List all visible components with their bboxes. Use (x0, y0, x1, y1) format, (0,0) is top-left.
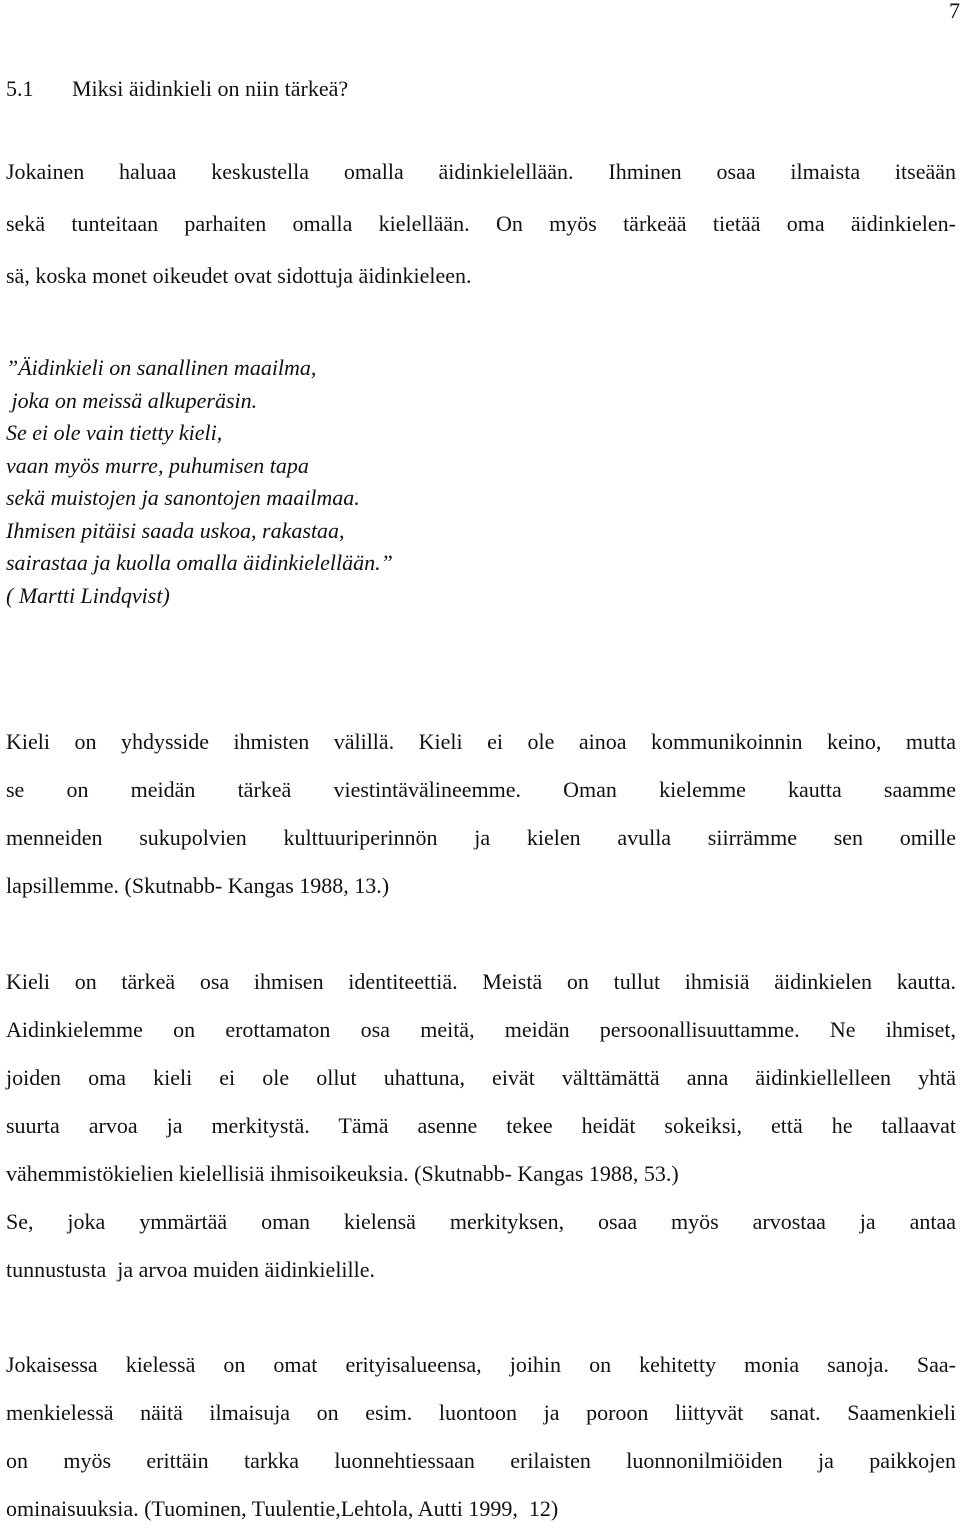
text-line: ominaisuuksia. (Tuominen, Tuulentie,Lehtola, Autti 1999, 12) (6, 1496, 559, 1521)
text-line: menneiden sukupolvien kulttuuriperinnön ja kielen avulla siirrämme sen omille (6, 825, 956, 850)
text-line: sekä tunteitaan parhaiten omalla kielellään. On myös tärkeää tietää oma äidinkielen- (6, 211, 956, 236)
text-line: on myös erittäin tarkka luonnehtiessaan erilaisten luonnonilmiöiden ja paikkojen (6, 1448, 956, 1473)
paragraph-identity (6, 958, 956, 1294)
quote-line: sairastaa ja kuolla omalla äidinkielellään.” (6, 550, 393, 575)
paragraph-language-bond (6, 718, 956, 910)
text-line: Jokainen haluaa keskustella omalla äidinkielellään. Ihminen osaa ilmaista itseään (6, 159, 956, 184)
text-line: Kieli on yhdysside ihmisten välillä. Kieli ei ole ainoa kommunikoinnin keino, mutta (6, 729, 956, 754)
text-line: Jokaisessa kielessä on omat erityisalueensa, joihin on kehitetty monia sanoja. Saa- (6, 1352, 956, 1377)
text-line: sä, koska monet oikeudet ovat sidottuja äidinkieleen. (6, 263, 472, 288)
quote-line: ”Äidinkieli on sanallinen maailma, (6, 355, 317, 380)
text-line: vähemmistökielien kielellisiä ihmisoikeuksia. (Skutnabb- Kangas 1988, 53.) (6, 1161, 679, 1186)
intro-paragraph (6, 146, 956, 302)
quotation (6, 352, 956, 612)
text-line: Se, joka ymmärtää oman kielensä merkityksen, osaa myös arvostaa ja antaa (6, 1209, 956, 1234)
section-title: Miksi äidinkieli on niin tärkeä? (72, 76, 349, 101)
quote-line: Ihmisen pitäisi saada uskoa, rakastaa, (6, 517, 345, 543)
quote-line: sekä muistojen ja sanontojen maailmaa. (6, 485, 360, 510)
quote-line: joka on meissä alkuperäsin. (6, 387, 258, 413)
paragraph-sami-language (6, 1341, 956, 1533)
text-line: se on meidän tärkeä viestintävälineemme. Oman kielemme kautta saamme (6, 777, 956, 802)
text-line: menkielessä näitä ilmaisuja on esim. luontoon ja poroon liittyvät sanat. Saamenkieli (6, 1400, 956, 1425)
quote-attribution: ( Martti Lindqvist) (6, 582, 170, 608)
text-line: joiden oma kieli ei ole ollut uhattuna, eivät välttämättä anna äidinkiellelleen yhtä (6, 1065, 956, 1090)
page-number: 7 (949, 0, 960, 23)
text-line: Kieli on tärkeä osa ihmisen identiteettiä. Meistä on tullut ihmisiä äidinkielen kautta. (6, 969, 956, 994)
section-number: 5.1 (6, 76, 34, 101)
quote-line: Se ei ole vain tietty kieli, (6, 420, 223, 445)
text-line: suurta arvoa ja merkitystä. Tämä asenne tekee heidät sokeiksi, että he tallaavat (6, 1113, 956, 1138)
section-heading (6, 76, 348, 102)
text-line: Aidinkielemme on erottamaton osa meitä, meidän persoonallisuuttamme. Ne ihmiset, (6, 1017, 956, 1042)
text-line: tunnustusta ja arvoa muiden äidinkielille. (6, 1257, 376, 1282)
quote-line: vaan myös murre, puhumisen tapa (6, 452, 309, 478)
text-line: lapsillemme. (Skutnabb- Kangas 1988, 13.) (6, 873, 390, 898)
